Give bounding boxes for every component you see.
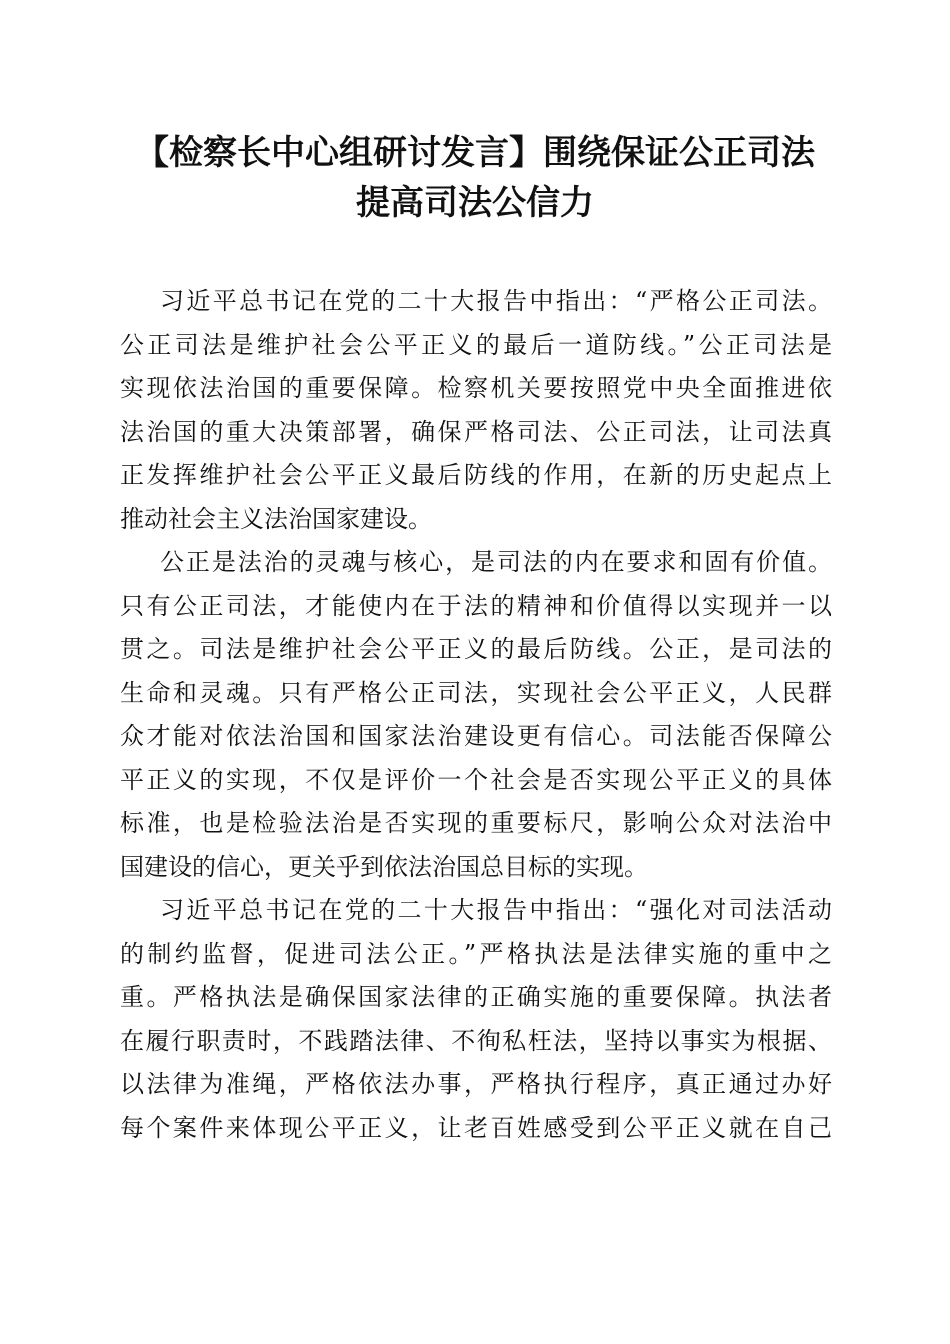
paragraph-line: 每个案件来体现公平正义，让老百姓感受到公平正义就在自己 xyxy=(120,1113,832,1142)
paragraph-line: 公正司法是维护社会公平正义的最后一道防线。”公正司法是 xyxy=(120,330,832,359)
paragraph-line: 习近平总书记在党的二十大报告中指出：“强化对司法活动 xyxy=(160,896,832,924)
title-line-2: 提高司法公信力 xyxy=(356,183,594,223)
paragraph-line: 公正是法治的灵魂与核心，是司法的内在要求和固有价值。 xyxy=(160,548,832,576)
title-line-1: 【检察长中心组研讨发言】围绕保证公正司法 xyxy=(135,133,815,173)
document-body xyxy=(120,280,832,1150)
paragraph-line: 标准，也是检验法治是否实现的重要标尺，影响公众对法治中 xyxy=(120,809,832,837)
paragraph-2 xyxy=(120,541,832,889)
paragraph-line: 生命和灵魂。只有严格公正司法，实现社会公平正义，人民群 xyxy=(120,678,832,707)
paragraph-line: 的制约监督，促进司法公正。”严格执法是法律实施的重中之 xyxy=(120,939,832,968)
paragraph-1 xyxy=(120,280,832,541)
paragraph-line: 以法律为准绳，严格依法办事，严格执行程序，真正通过办好 xyxy=(120,1070,832,1098)
paragraph-line: 平正义的实现，不仅是评价一个社会是否实现公平正义的具体 xyxy=(120,765,832,794)
paragraph-line: 只有公正司法，才能使内在于法的精神和价值得以实现并一以 xyxy=(120,591,832,620)
paragraph-line: 贯之。司法是维护社会公平正义的最后防线。公正，是司法的 xyxy=(120,635,832,663)
paragraph-line: 习近平总书记在党的二十大报告中指出：“严格公正司法。 xyxy=(160,287,832,315)
paragraph-line: 推动社会主义法治国家建设。 xyxy=(120,504,432,533)
paragraph-line: 众才能对依法治国和国家法治建设更有信心。司法能否保障公 xyxy=(120,722,832,750)
paragraph-line: 国建设的信心，更关乎到依法治国总目标的实现。 xyxy=(120,852,648,881)
paragraph-line: 法治国的重大决策部署，确保严格司法、公正司法，让司法真 xyxy=(120,417,832,446)
paragraph-line: 正发挥维护社会公平正义最后防线的作用，在新的历史起点上 xyxy=(120,461,832,489)
paragraph-line: 重。严格执法是确保国家法律的正确实施的重要保障。执法者 xyxy=(120,983,832,1011)
paragraph-3 xyxy=(120,889,832,1150)
document-title xyxy=(100,128,850,228)
paragraph-line: 实现依法治国的重要保障。检察机关要按照党中央全面推进依 xyxy=(120,374,832,402)
paragraph-line: 在履行职责时，不践踏法律、不徇私枉法，坚持以事实为根据、 xyxy=(120,1026,832,1055)
